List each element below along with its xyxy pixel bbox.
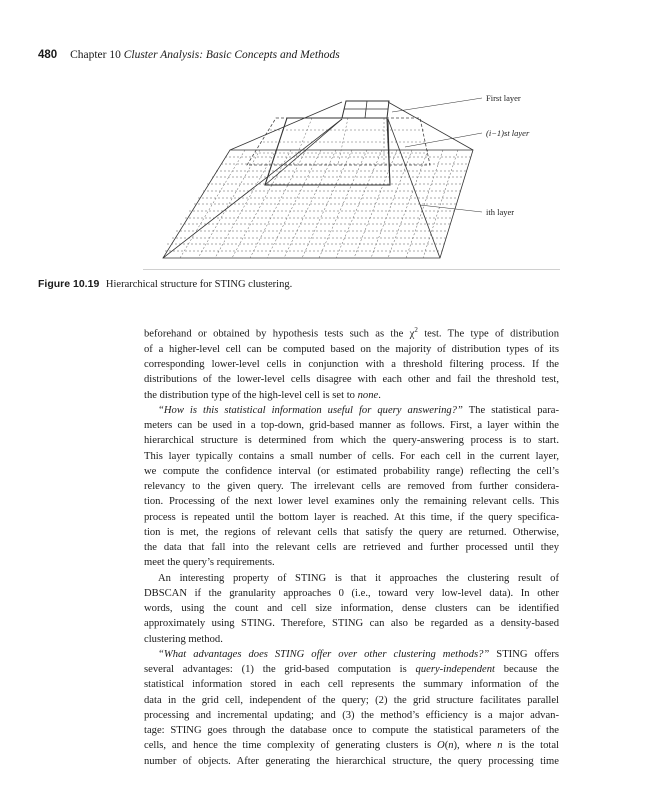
- text-line: “How is this statistical information useful for query answering?” The statistical para-: [158, 404, 559, 416]
- label-ith-layer: ith layer: [486, 207, 515, 217]
- text-line: tion. Processing of the next lower level examines only the remaining relevant cells. This: [144, 496, 559, 508]
- label-i-minus-1-layer: (i−1)st layer: [486, 128, 530, 138]
- text-line: we compute the confidence interval (or estimated probability range) reflecting the cell’s: [144, 465, 559, 477]
- body-text: [144, 323, 559, 769]
- figure-label: Figure 10.19: [38, 278, 100, 290]
- text-line: meters can be used in a top-down, grid-based manner as follows. First, a layer within the: [144, 420, 559, 432]
- sting-hierarchy-figure: [0, 0, 648, 300]
- leader-i-1-layer: [405, 133, 482, 147]
- text-line: words, using the count and cell size information, dense clusters can be identified: [144, 603, 559, 615]
- text-line: the data that fall into the relevant cells are retrieved and further processed until they: [144, 542, 559, 554]
- chapter-title: Cluster Analysis: Basic Concepts and Methods: [123, 49, 340, 61]
- leader-first-layer: [392, 98, 482, 112]
- text-line: process is repeated until the bottom layer is reached. At this time, if the query specifica-: [144, 511, 559, 523]
- text-line: several advantages: (1) the grid-based computation is query-independent because the: [144, 664, 559, 676]
- caption-text: Hierarchical structure for STING clustering.: [105, 279, 293, 290]
- text-line: statistical information stored in each cell represents the summary information of the: [144, 679, 559, 691]
- text-line: meet the query’s requirements.: [144, 557, 275, 569]
- text-line: corresponding lower-level cells in conjunction with a threshold filtering process. If the: [144, 359, 559, 371]
- text-line: data in the grid cell, independent of the query; (2) the grid structure facilitates parallel: [144, 694, 559, 706]
- text-line: cells, and hence the time complexity of generating clusters is O(n), where n is the total: [144, 740, 559, 752]
- text-line: This layer typically contains a small number of cells. For each cell in the current layer,: [144, 450, 559, 462]
- text-line: processing and incremental updating; and (3) the method’s efficiency is a major advan-: [144, 709, 559, 721]
- figure-caption: [38, 278, 292, 290]
- paragraph-1: [144, 323, 559, 403]
- paragraph-3: [144, 571, 559, 647]
- text-line: “What advantages does STING offer over other clustering methods?” STING offers: [158, 648, 559, 660]
- text-line: number of objects. After generating the hierarchical structure, the query processing time: [144, 755, 559, 767]
- figure-rule: [143, 269, 560, 270]
- text-line: relevancy to the given query. The irrelevant cells are removed from further considera-: [144, 481, 559, 493]
- text-line: of a higher-level cell can be computed based on the majority of distribution types of its: [144, 343, 559, 355]
- text-line: clustering method.: [144, 633, 223, 645]
- paragraph-4: [144, 647, 559, 769]
- label-first-layer: First layer: [486, 93, 521, 103]
- text-line: the distribution type of the high-level cell is set to none.: [144, 389, 381, 401]
- text-line: tion is met, the regions of relevant cells that satisfy the query are returned. Otherwise,: [144, 526, 559, 538]
- text-line: distributions of the lower-level cells disagree with each other and fail the threshold test,: [144, 374, 559, 386]
- text-line: hierarchical structure is determined from which the query-answering process is to start.: [144, 435, 559, 447]
- page-number: 480: [38, 49, 58, 61]
- text-line: approximately using STING. Therefore, STING can also be regarded as a density-based: [144, 618, 559, 630]
- text-line: tage: STING goes through the database once to compute the statistical parameters of the: [144, 725, 559, 737]
- text-line: DBSCAN if the granularity approaches 0 (i.e., toward very low-level data). In other: [144, 587, 559, 599]
- text-line: beforehand or obtained by hypothesis tests such as the $\chi^2$ test. The type of distribution: [144, 326, 559, 340]
- highlight-region: [265, 118, 390, 185]
- text-line: An interesting property of STING is that it approaches the clustering result of: [158, 572, 559, 584]
- chapter-number: Chapter 10: [70, 49, 121, 61]
- paragraph-2: [144, 403, 559, 571]
